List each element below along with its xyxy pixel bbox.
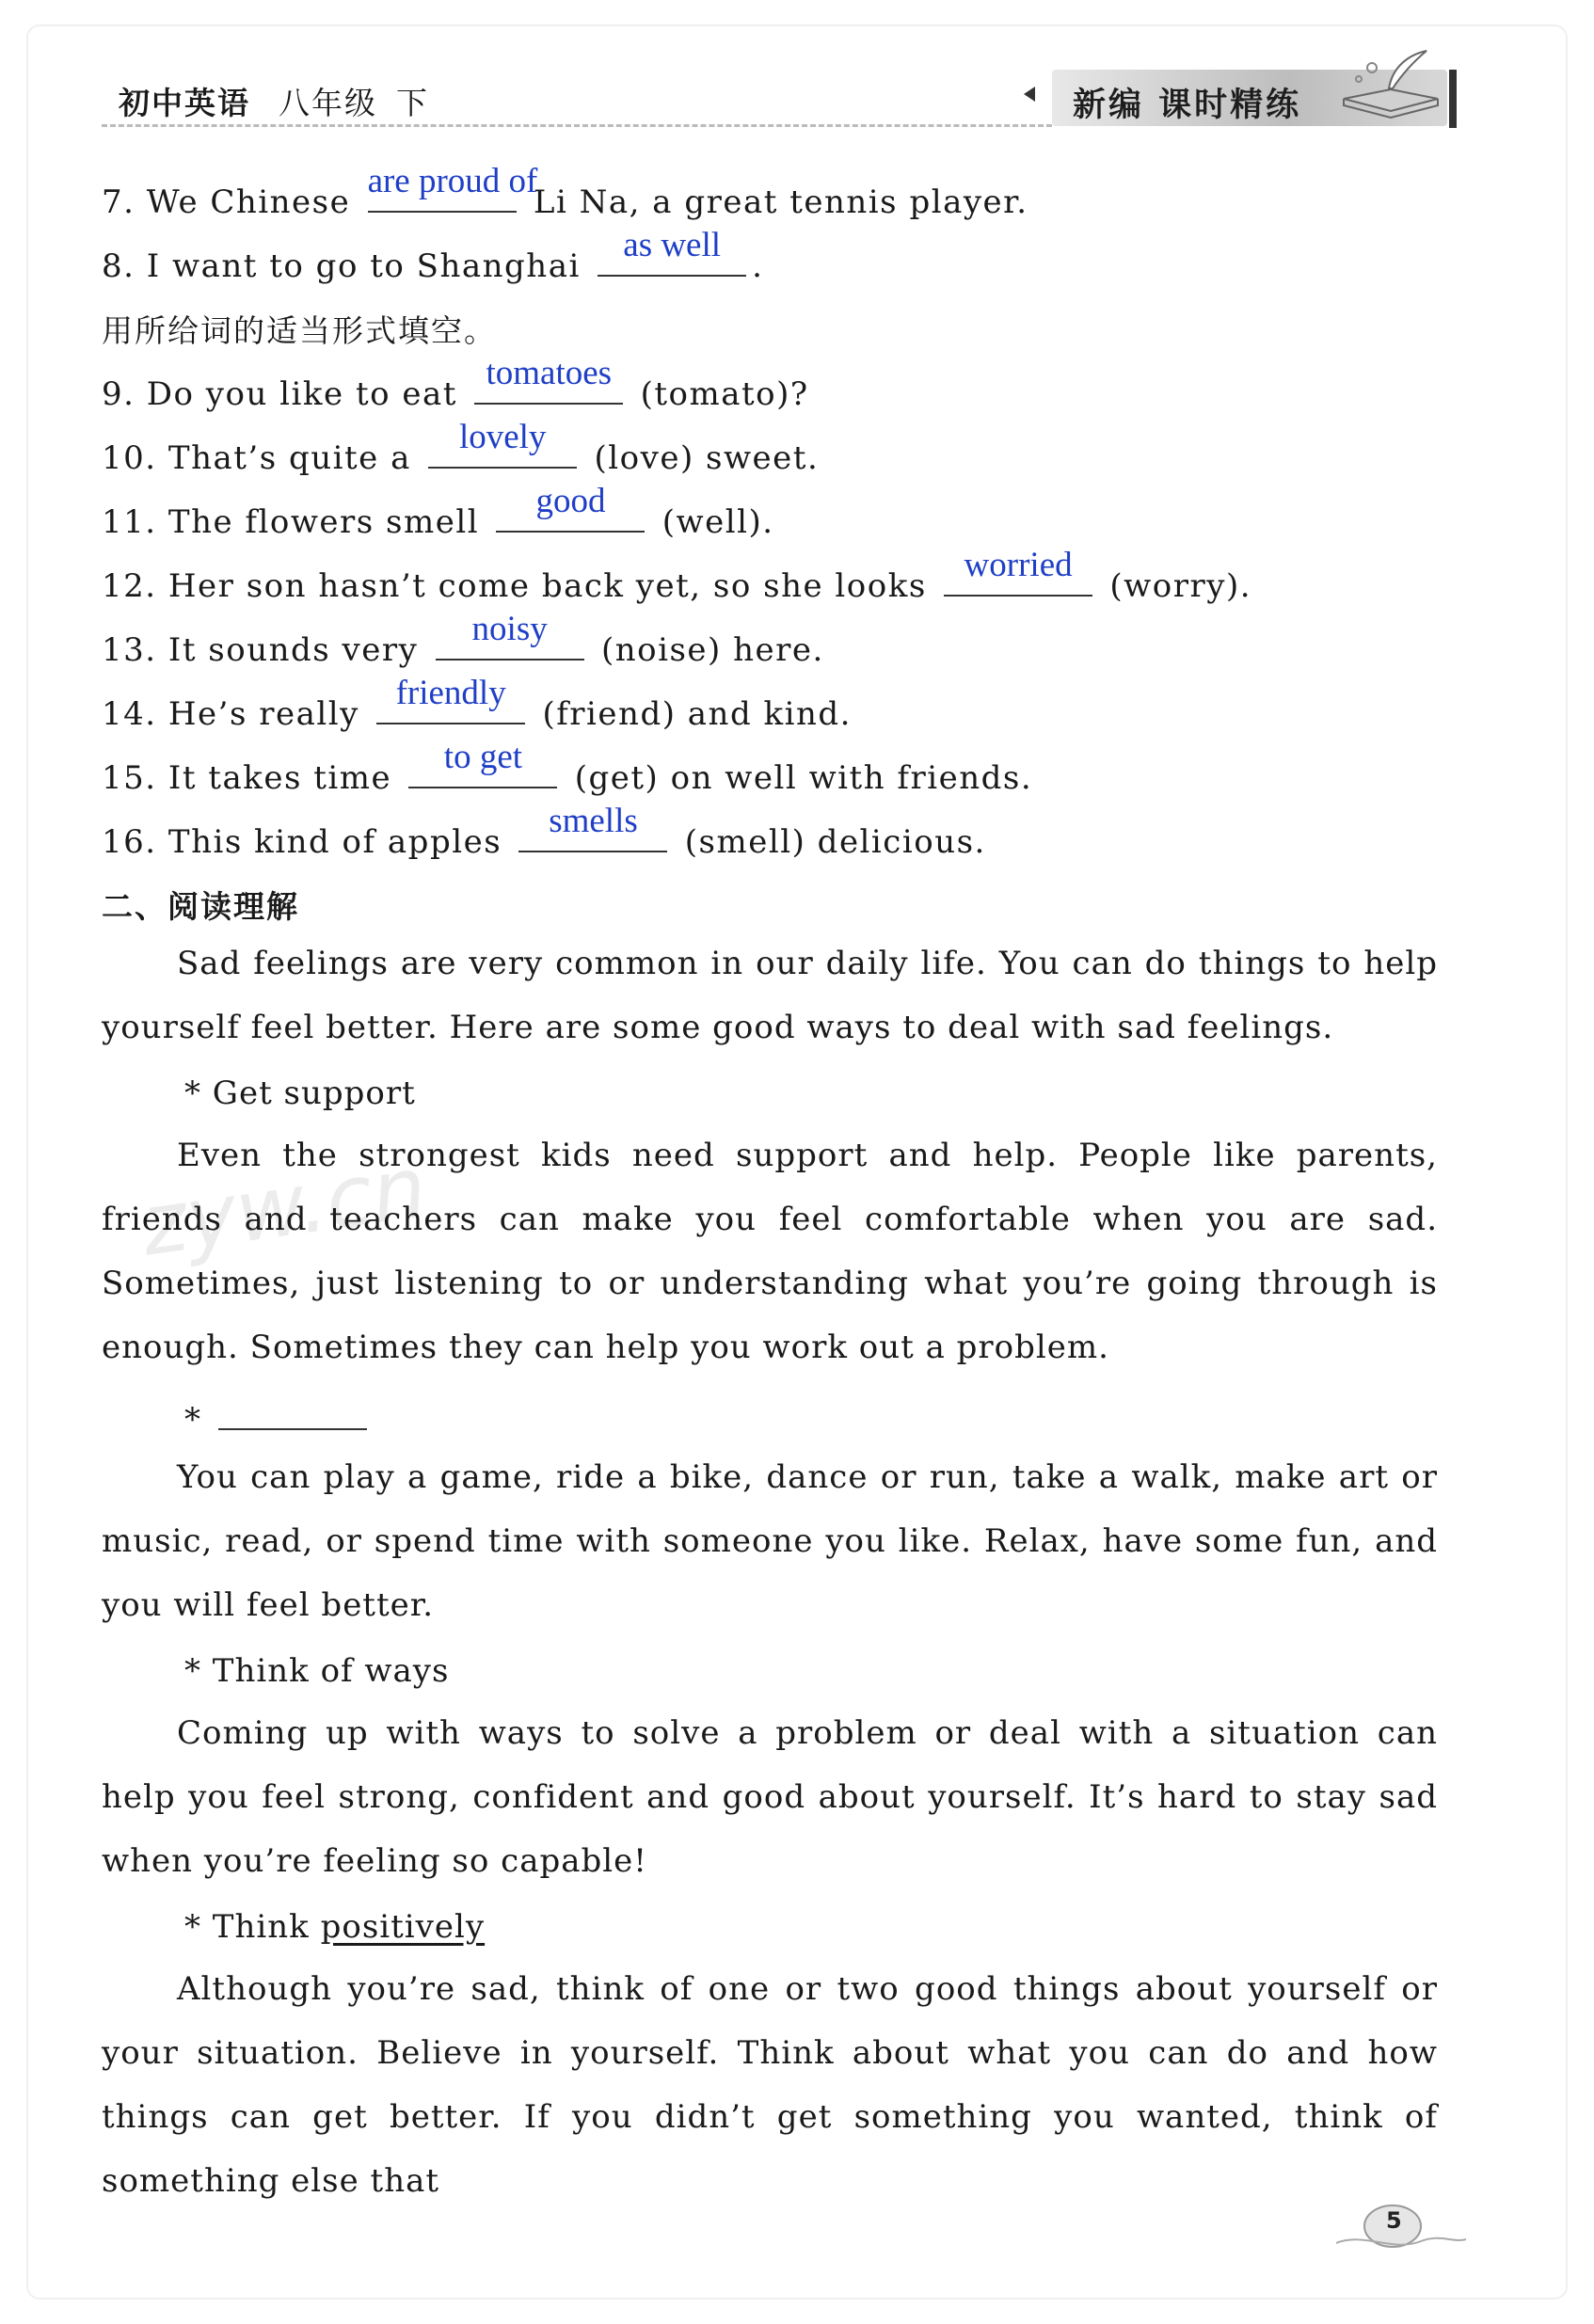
answer-blank[interactable]	[408, 738, 557, 788]
question-8	[102, 226, 764, 285]
bullet-think-positively	[184, 1908, 485, 1946]
answer-text: noisy	[471, 610, 548, 648]
watermark: zyw.cn	[135, 1138, 433, 1276]
question-10	[102, 418, 820, 477]
paragraph-activities: You can play a game, ride a bike, dance or run, take a walk, make art or music, read, or spend time with someone you like. Relax, have some fun, and you will feel better.	[102, 1458, 1438, 1624]
page-number: 5	[1386, 2207, 1402, 2234]
question-number: 14.	[102, 695, 157, 733]
book-quill-icon	[1334, 47, 1447, 122]
underlined-word: positively	[320, 1908, 486, 1946]
question-text: (love) sweet.	[594, 439, 820, 477]
answer-blank[interactable]	[598, 226, 746, 277]
bullet-think-of-ways: * Think of ways	[184, 1652, 450, 1690]
question-number: 16.	[102, 823, 157, 861]
question-text: (noise) here.	[600, 631, 824, 669]
answer-blank[interactable]	[496, 482, 645, 533]
question-text: (get) on well with friends.	[574, 759, 1033, 797]
answer-text: to get	[443, 738, 523, 776]
question-text: He’s really	[167, 695, 359, 733]
heading-blank[interactable]	[218, 1396, 367, 1430]
question-number: 12.	[102, 567, 157, 605]
question-text: (tomato)?	[640, 375, 809, 413]
question-text: Do you like to eat	[146, 375, 457, 413]
answer-text: worried	[964, 546, 1073, 584]
question-text: Li Na, a great tennis player.	[533, 183, 1028, 221]
question-14	[102, 674, 852, 733]
question-text: It takes time	[167, 759, 392, 797]
question-text: Her son hasn’t come back yet, so she looks	[167, 567, 927, 605]
question-number: 7.	[102, 183, 135, 221]
answer-text: as well	[623, 226, 722, 264]
header-divider	[102, 124, 1052, 127]
answer-blank[interactable]	[944, 546, 1092, 597]
volume-label: 下	[396, 85, 427, 121]
paragraph-ways: Coming up with ways to solve a problem or deal with a situation can help you feel strong, confident and good about yourself. It’s hard to stay sad when you’re feeling so capable!	[102, 1714, 1438, 1880]
reading-intro: Sad feelings are very common in our daily life. You can do things to help yourself feel better. Here are some good ways to deal with sad feelings.	[102, 945, 1438, 1046]
question-text: (friend) and kind.	[542, 695, 852, 733]
question-text: The flowers smell	[167, 503, 480, 541]
question-number: 10.	[102, 439, 157, 477]
question-text: It sounds very	[167, 631, 419, 669]
answer-blank[interactable]	[367, 162, 538, 213]
question-number: 8.	[102, 247, 135, 285]
question-12	[102, 546, 1252, 605]
question-text: .	[752, 247, 764, 285]
question-text: (smell) delicious.	[684, 823, 986, 861]
bullet-blank-heading	[184, 1396, 373, 1439]
question-7	[102, 162, 1028, 221]
question-number: 15.	[102, 759, 157, 797]
answer-blank[interactable]	[376, 674, 525, 724]
header-left	[119, 79, 427, 123]
question-text: That’s quite a	[167, 439, 411, 477]
answer-text: friendly	[395, 674, 506, 712]
answer-text: are proud of	[367, 162, 538, 200]
subject-label: 初中英语	[119, 85, 250, 121]
question-11	[102, 482, 774, 541]
reading-section-title: 二、阅读理解	[102, 888, 299, 925]
answer-blank[interactable]	[518, 802, 667, 852]
question-text: This kind of apples	[167, 823, 502, 861]
question-number: 13.	[102, 631, 157, 669]
paragraph-positive: Although you’re sad, think of one or two good things about yourself or your situation. Believe in yourself. Think about what you can do and how things can get better. If you didn’t get something you wanted, think of something else that	[102, 1970, 1438, 2200]
question-text: We Chinese	[146, 183, 351, 221]
answer-blank[interactable]	[428, 418, 577, 469]
answer-text: tomatoes	[486, 354, 613, 392]
answer-blank[interactable]	[474, 354, 623, 405]
question-9	[102, 354, 809, 413]
series-title: 新编 课时精练	[1073, 87, 1302, 124]
section-instruction: 用所给词的适当形式填空。	[102, 312, 497, 349]
answer-text: smells	[549, 802, 638, 840]
paragraph-support: Even the strongest kids need support and help. People like parents, friends and teachers can make you feel comfortable when you are sad. Sometimes, just listening to or understanding what you’re going through is enough. Sometimes they can help you work out a problem.	[102, 1137, 1438, 1366]
wave-decoration-icon	[1336, 2194, 1468, 2260]
question-text: I want to go to Shanghai	[146, 247, 581, 285]
page-header	[102, 66, 1466, 132]
question-16	[102, 802, 986, 861]
question-text: (worry).	[1109, 567, 1252, 605]
question-number: 9.	[102, 375, 135, 413]
question-15	[102, 738, 1033, 797]
answer-blank[interactable]	[436, 610, 584, 661]
bullet-star: *	[184, 1401, 201, 1439]
answer-text: good	[535, 482, 606, 520]
page-number-badge	[1355, 2200, 1430, 2256]
grade-label: 八年级	[279, 85, 377, 121]
bullet-get-support: * Get support	[184, 1074, 416, 1112]
question-number: 11.	[102, 503, 157, 541]
answer-text: lovely	[458, 418, 547, 456]
banner-end-bar	[1449, 70, 1457, 128]
bullet-text: * Think	[184, 1908, 310, 1946]
left-arrow-icon	[1024, 87, 1035, 102]
question-text: (well).	[662, 503, 774, 541]
question-13	[102, 610, 824, 669]
